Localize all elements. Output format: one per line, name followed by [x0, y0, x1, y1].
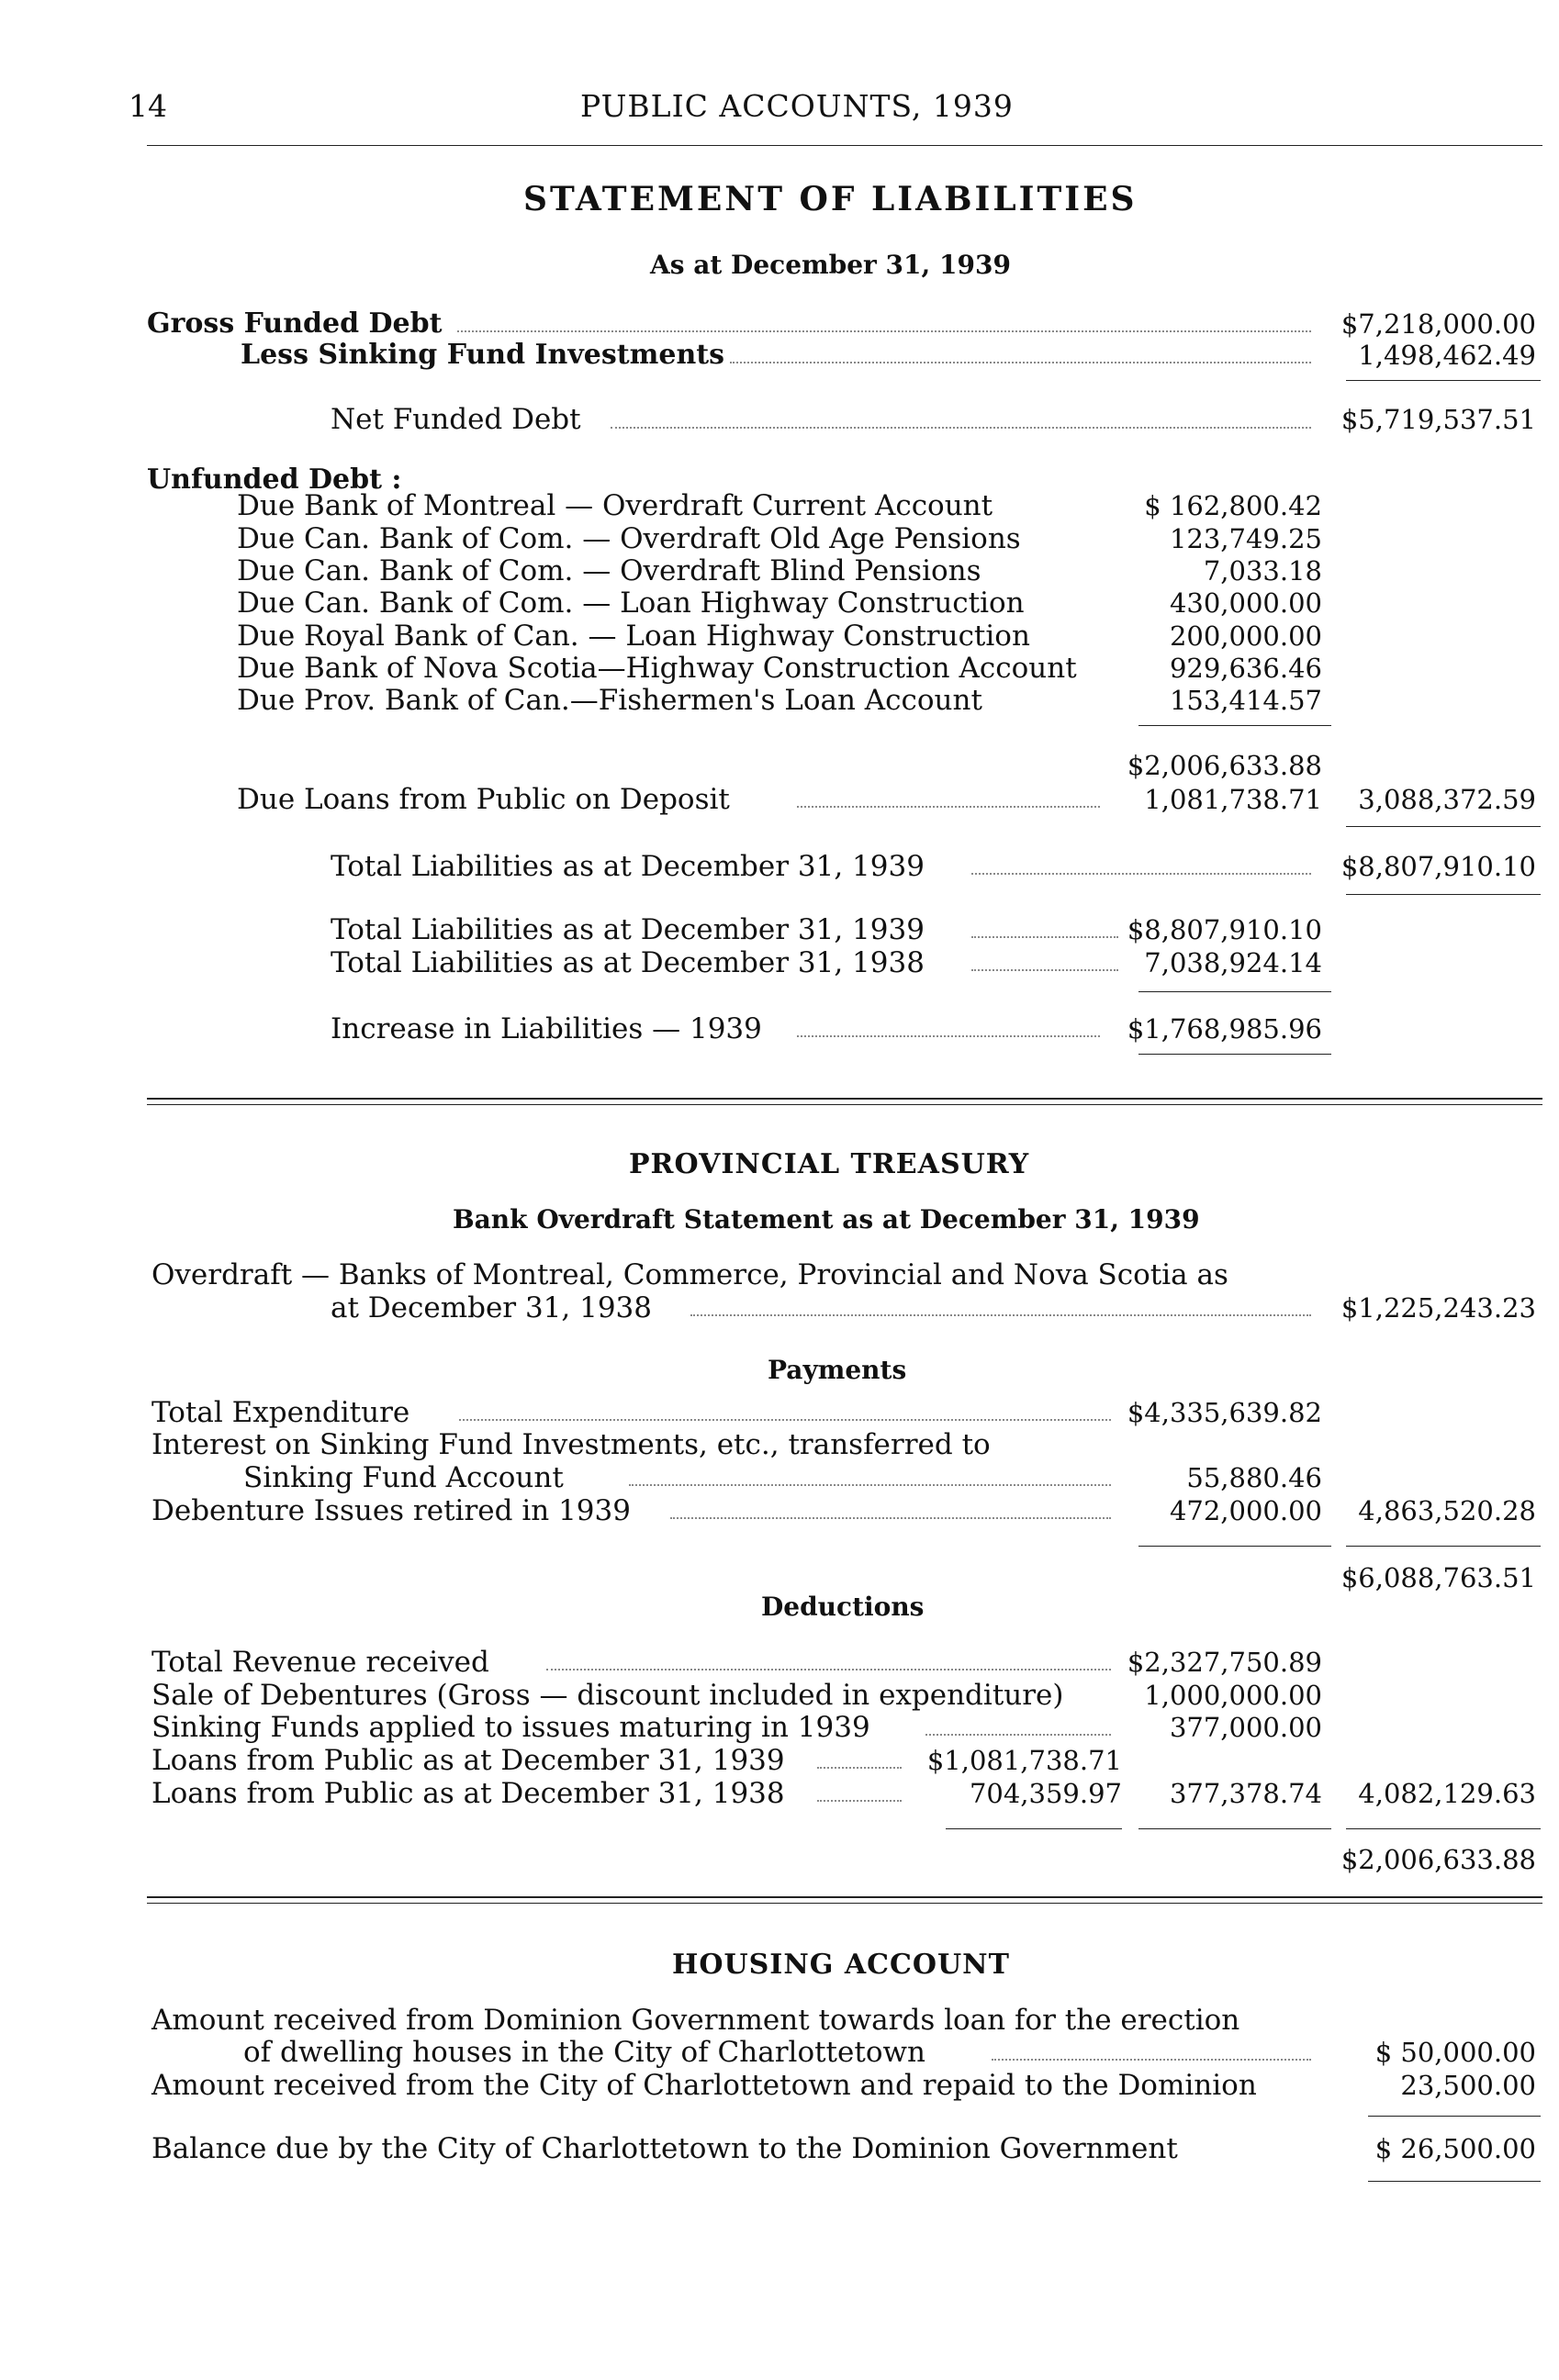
sum-rule	[1138, 1828, 1331, 1829]
comparison-amount: $8,807,910.10	[1127, 914, 1322, 945]
due-loans-total: 3,088,372.59	[1358, 784, 1536, 815]
sinking-applied-label: Sinking Funds applied to issues maturing in 1939	[151, 1711, 870, 1744]
liabilities-subtitle: As at December 31, 1939	[650, 250, 1011, 280]
leader-dots	[992, 2059, 1311, 2061]
leader-dots	[971, 969, 1118, 971]
leader-dots	[971, 936, 1118, 938]
leader-dots	[925, 1734, 1111, 1736]
less-sinking-amount: 1,498,462.49	[1358, 340, 1536, 371]
housing-title: HOUSING ACCOUNT	[672, 1949, 1010, 1981]
sinking-applied-amount: 377,000.00	[1169, 1712, 1322, 1743]
total-expenditure-amount: $4,335,639.82	[1127, 1397, 1322, 1428]
sum-rule	[1346, 826, 1541, 827]
payments-total: $6,088,763.51	[1340, 1562, 1536, 1593]
treasury-title: PROVINCIAL TREASURY	[629, 1148, 1030, 1180]
unfunded-item-amount: 123,749.25	[1169, 523, 1322, 554]
due-loans-label: Due Loans from Public on Deposit	[237, 783, 730, 816]
header-rule	[147, 145, 1542, 146]
overdraft-line1: Overdraft — Banks of Montreal, Commerce, Provincial and Nova Scotia as	[151, 1258, 1228, 1291]
leader-dots	[611, 427, 1311, 429]
final-balance: $2,006,633.88	[1340, 1844, 1536, 1875]
net-funded-amount: $5,719,537.51	[1340, 404, 1536, 435]
unfunded-item-label: Due Royal Bank of Can. — Loan Highway Construction	[237, 620, 1030, 653]
interest-line2: Sinking Fund Account	[243, 1461, 564, 1494]
sum-rule	[946, 1828, 1122, 1829]
unfunded-item-amount: 200,000.00	[1169, 620, 1322, 652]
leader-dots	[817, 1800, 902, 1802]
leader-dots	[670, 1517, 1111, 1519]
loans-1938-label: Loans from Public as at December 31, 1938	[151, 1777, 785, 1810]
debenture-retired-total: 4,863,520.28	[1358, 1495, 1536, 1526]
housing-repaid-label: Amount received from the City of Charlottetown and repaid to the Dominion	[151, 2069, 1257, 2102]
less-sinking-label: Less Sinking Fund Investments	[241, 339, 725, 371]
loans-1939-label: Loans from Public as at December 31, 1939	[151, 1744, 785, 1777]
treasury-subtitle: Bank Overdraft Statement as at December 31, 1939	[453, 1204, 1200, 1235]
unfunded-item-label: Due Can. Bank of Com. — Loan Highway Construction	[237, 587, 1025, 620]
liabilities-title: STATEMENT OF LIABILITIES	[523, 180, 1138, 218]
unfunded-item-label: Due Bank of Montreal — Overdraft Current Account	[237, 489, 993, 522]
running-title: PUBLIC ACCOUNTS, 1939	[580, 88, 1014, 124]
leader-dots	[457, 330, 1311, 332]
section-divider	[147, 1896, 1542, 1898]
unfunded-item-label: Due Can. Bank of Com. — Overdraft Old Age Pensions	[237, 522, 1021, 555]
sum-rule	[1368, 2181, 1541, 2182]
unfunded-item-amount: 430,000.00	[1169, 587, 1322, 619]
housing-repaid-amount: 23,500.00	[1400, 2070, 1536, 2101]
sale-debentures-label: Sale of Debentures (Gross — discount included in expenditure)	[151, 1679, 1064, 1712]
gross-funded-label: Gross Funded Debt	[147, 307, 443, 340]
leader-dots	[797, 806, 1100, 808]
housing-received-line2: of dwelling houses in the City of Charlottetown	[243, 2036, 925, 2069]
section-divider	[147, 1098, 1542, 1100]
section-divider	[147, 1104, 1542, 1105]
leader-dots	[817, 1767, 902, 1769]
sum-rule	[1346, 1546, 1541, 1547]
page-number: 14	[129, 88, 167, 124]
comparison-label: Total Liabilities as at December 31, 1938	[331, 946, 925, 979]
due-loans-amount: 1,081,738.71	[1144, 784, 1322, 815]
increase-amount: $1,768,985.96	[1127, 1013, 1322, 1045]
sum-rule	[1368, 2116, 1541, 2117]
unfunded-item-label: Due Prov. Bank of Can.—Fishermen's Loan Account	[237, 684, 982, 717]
total-expenditure-label: Total Expenditure	[151, 1396, 410, 1429]
loans-net-amount: 377,378.74	[1169, 1778, 1322, 1809]
leader-dots	[690, 1314, 1311, 1316]
housing-balance-amount: $ 26,500.00	[1374, 2133, 1536, 2164]
interest-line1: Interest on Sinking Fund Investments, etc., transferred to	[151, 1428, 991, 1461]
interest-amount: 55,880.46	[1186, 1462, 1322, 1493]
total-1939-label: Total Liabilities as at December 31, 1939	[331, 850, 925, 883]
loans-1939-amount: $1,081,738.71	[926, 1745, 1122, 1776]
leader-dots	[546, 1669, 1111, 1670]
leader-dots	[971, 873, 1311, 875]
comparison-amount: 7,038,924.14	[1144, 947, 1322, 978]
sum-rule	[1138, 1546, 1331, 1547]
total-revenue-label: Total Revenue received	[151, 1646, 489, 1679]
net-funded-label: Net Funded Debt	[331, 403, 581, 436]
housing-received-amount: $ 50,000.00	[1374, 2037, 1536, 2068]
comparison-label: Total Liabilities as at December 31, 1939	[331, 913, 925, 946]
unfunded-subtotal: $2,006,633.88	[1127, 750, 1322, 781]
overdraft-amount: $1,225,243.23	[1340, 1292, 1536, 1324]
sum-rule	[1346, 1828, 1541, 1829]
total-1939-amount: $8,807,910.10	[1340, 851, 1536, 882]
leader-dots	[730, 362, 1311, 363]
leader-dots	[797, 1035, 1100, 1037]
total-revenue-amount: $2,327,750.89	[1127, 1647, 1322, 1678]
deductions-total: 4,082,129.63	[1358, 1778, 1536, 1809]
unfunded-item-amount: 7,033.18	[1203, 555, 1322, 587]
increase-label: Increase in Liabilities — 1939	[331, 1012, 762, 1045]
debenture-retired-label: Debenture Issues retired in 1939	[151, 1494, 631, 1527]
unfunded-item-label: Due Can. Bank of Com. — Overdraft Blind Pensions	[237, 554, 981, 587]
unfunded-heading: Unfunded Debt :	[147, 464, 402, 496]
housing-received-line1: Amount received from Dominion Government towards loan for the erection	[151, 2004, 1240, 2037]
sum-rule	[1346, 894, 1541, 895]
deductions-heading: Deductions	[761, 1592, 925, 1622]
unfunded-item-amount: $ 162,800.42	[1144, 490, 1322, 521]
sum-rule	[1138, 991, 1331, 992]
loans-1938-amount: 704,359.97	[969, 1778, 1122, 1809]
sale-debentures-amount: 1,000,000.00	[1144, 1680, 1322, 1711]
sum-rule	[1346, 380, 1541, 381]
overdraft-line2: at December 31, 1938	[331, 1291, 653, 1324]
debenture-retired-amount: 472,000.00	[1169, 1495, 1322, 1526]
unfunded-item-amount: 153,414.57	[1169, 685, 1322, 716]
sum-rule	[1138, 1054, 1331, 1055]
gross-funded-amount: $7,218,000.00	[1340, 308, 1536, 340]
leader-dots	[629, 1484, 1111, 1486]
unfunded-item-amount: 929,636.46	[1169, 653, 1322, 684]
sum-rule	[1138, 725, 1331, 726]
leader-dots	[459, 1419, 1111, 1421]
unfunded-item-label: Due Bank of Nova Scotia—Highway Construction Account	[237, 652, 1077, 685]
payments-heading: Payments	[768, 1355, 907, 1385]
section-divider	[147, 1903, 1542, 1904]
housing-balance-label: Balance due by the City of Charlottetown to the Dominion Government	[151, 2132, 1178, 2165]
